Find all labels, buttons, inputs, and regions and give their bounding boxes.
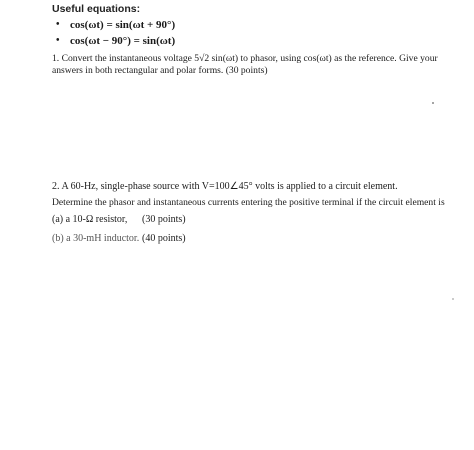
scan-speck [432,102,434,104]
bullet-icon: • [56,35,60,46]
question-2-line-2: Determine the phasor and instantaneous currents entering the positive terminal if the circuit element is [52,197,445,208]
question-2-part-a: (a) a 10-Ω resistor, [52,214,128,225]
bullet-icon: • [56,19,60,30]
question-2-part-b: (b) a 30-mH inductor. [52,233,140,244]
equation-text: cos(ωt) = sin(ωt + 90°) [70,19,176,31]
useful-equations-heading: Useful equations: [52,3,141,15]
question-2-line-1: 2. A 60-Hz, single-phase source with V=100∠45° volts is applied to a circuit element. [52,181,398,192]
question-2-part-b-points: (40 points) [142,233,186,244]
scan-speck [452,298,454,300]
question-1-line-2: answers in both rectangular and polar forms. (30 points) [52,65,268,76]
question-1-line-1: 1. Convert the instantaneous voltage 5√2 sin(ωt) to phasor, using cos(ωt) as the reference. Give your [52,53,438,64]
equation-text: cos(ωt − 90°) = sin(ωt) [70,35,176,47]
question-2-part-a-points: (30 points) [142,214,186,225]
